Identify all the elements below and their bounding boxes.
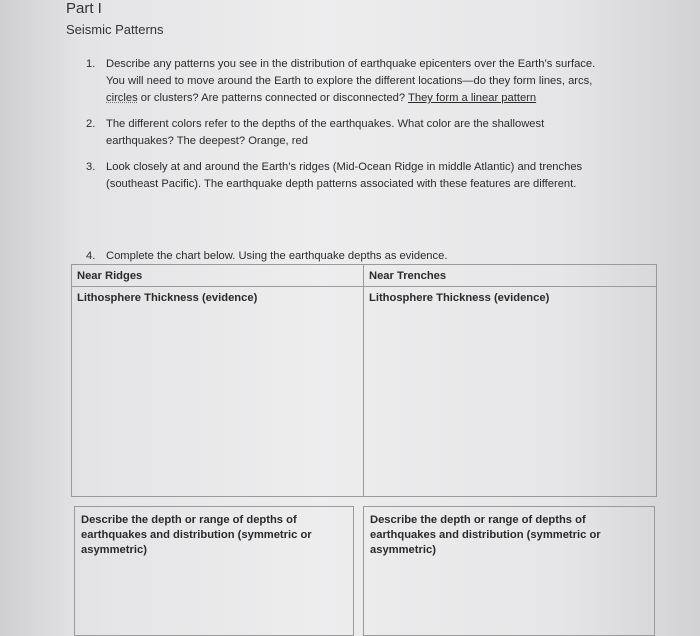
question-line [106, 90, 595, 107]
ridges-lithosphere-cell[interactable]: Lithosphere Thickness (evidence) [77, 292, 258, 304]
question-line: earthquakes? The deepest? Orange, red [106, 135, 308, 147]
cell-prompt: Describe the depth or range of depths of earthquakes and distribution (symmetric or asymmetric) [81, 514, 312, 556]
question-line: Complete the chart below. Using the earthquake depths as evidence. [106, 250, 448, 262]
trenches-lithosphere-cell[interactable]: Lithosphere Thickness (evidence) [369, 292, 550, 304]
table-divider [72, 286, 656, 287]
question-line: Look closely at and around the Earth’s ridges (Mid-Ocean Ridge in middle Atlantic) and trenches [106, 161, 583, 173]
question-body [106, 56, 595, 107]
question-body [106, 116, 544, 150]
spellcheck-word: circles [106, 92, 138, 104]
question-number: 3. [86, 161, 96, 173]
question-line: Describe any patterns you see in the distribution of earthquake epicenters over the Earth’s surface. [106, 58, 596, 70]
ridges-depth-cell[interactable] [74, 506, 354, 636]
question-number: 1. [86, 58, 96, 70]
evidence-table [71, 264, 657, 497]
cell-prompt: Describe the depth or range of depths of earthquakes and distribution (symmetric or asymmetric) [370, 514, 601, 556]
question-body [106, 248, 447, 265]
part-heading: Part I [66, 0, 102, 17]
question-number: 2. [86, 118, 96, 130]
question-line: You will need to move around the Earth to explore the different locations—do they form lines, arcs, [106, 75, 593, 87]
question-text: or clusters? Are patterns connected or disconnected? [137, 92, 409, 104]
question-body [106, 159, 582, 193]
question-number: 4. [86, 250, 96, 262]
question-line: The different colors refer to the depths of the earthquakes. What color are the shallowest [106, 118, 545, 130]
table-divider [363, 265, 364, 496]
section-subtitle: Seismic Patterns [66, 22, 164, 37]
near-trenches-header: Near Trenches [369, 270, 447, 282]
question-line: (southeast Pacific). The earthquake depth patterns associated with these features are different. [106, 178, 577, 190]
trenches-depth-cell[interactable] [363, 506, 655, 636]
near-ridges-header: Near Ridges [77, 270, 143, 282]
student-answer: They form a linear pattern [408, 92, 537, 104]
